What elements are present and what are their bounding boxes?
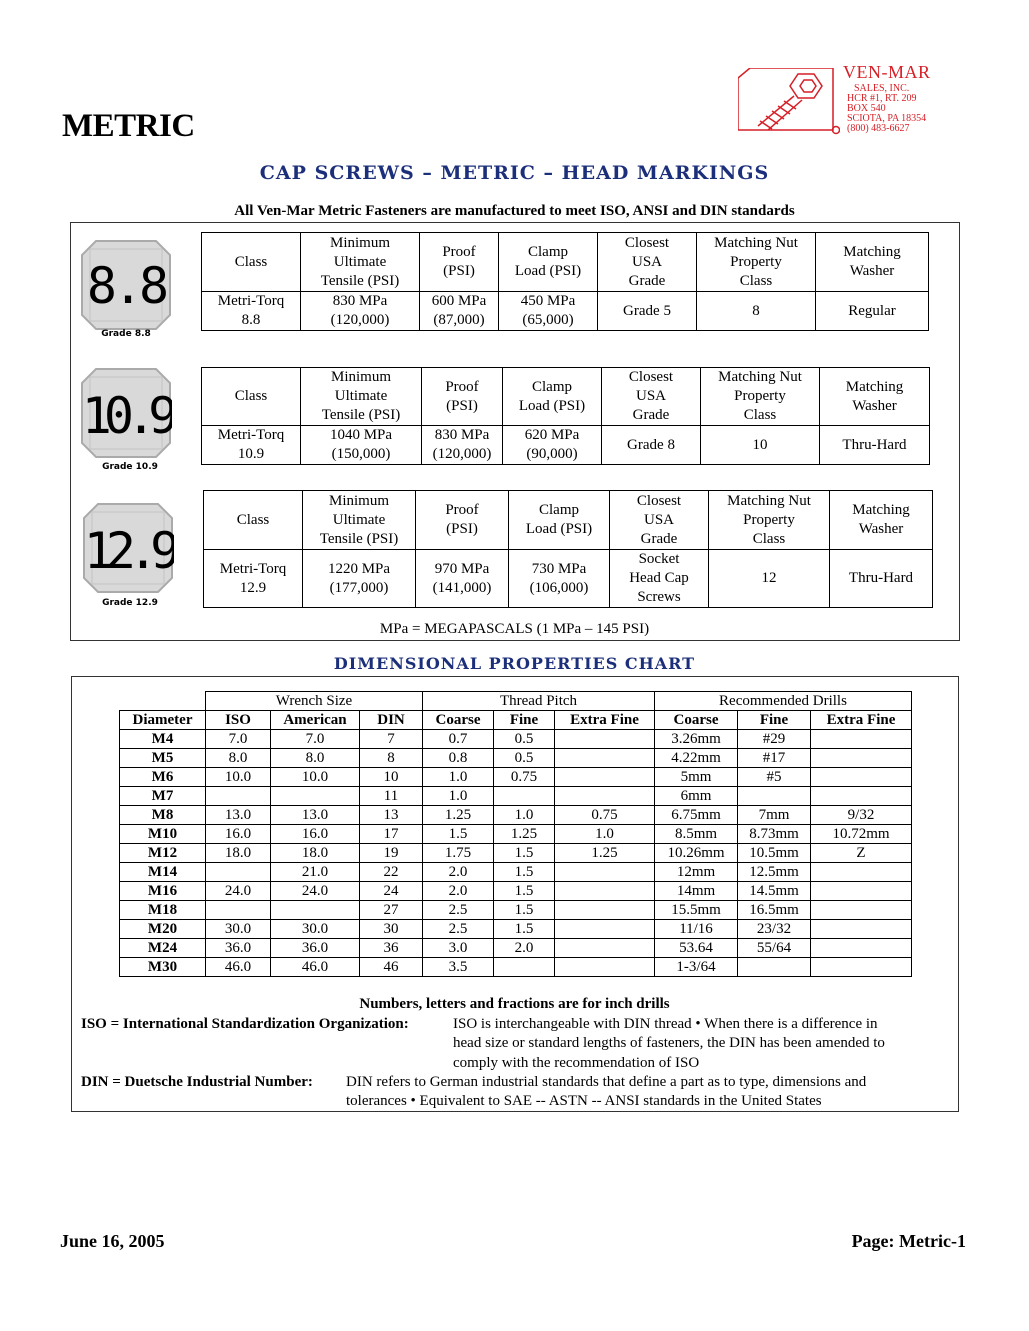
table-cell — [555, 920, 655, 939]
cell-tensile: 1220 MPa (177,000) — [303, 550, 416, 608]
table-cell: 1-3/64 — [655, 958, 738, 977]
table-cell: 18.0 — [271, 844, 360, 863]
table-row — [120, 901, 912, 920]
cell-clamp: 620 MPa (90,000) — [503, 426, 602, 465]
table-cell: 16.5mm — [738, 901, 811, 920]
table-cell: 10.26mm — [655, 844, 738, 863]
table-cell: 23/32 — [738, 920, 811, 939]
cell-proof: 600 MPa (87,000) — [420, 292, 499, 331]
drill-note: Numbers, letters and fractions are for inch drills — [359, 996, 670, 1012]
table-cell: 24.0 — [206, 882, 271, 901]
din-term: DIN = Duetsche Industrial Number: — [81, 1074, 313, 1090]
table-cell: 1.0 — [494, 806, 555, 825]
logo-line: (800) 483-6627 — [847, 123, 910, 134]
group-wrench-size: Wrench Size — [206, 692, 423, 711]
table-cell: 30.0 — [271, 920, 360, 939]
cell-diameter: M24 — [120, 939, 206, 958]
table-cell: 16.0 — [271, 825, 360, 844]
table-cell — [555, 787, 655, 806]
col-extra-fine-drill: Extra Fine — [811, 711, 912, 730]
cell-diameter: M6 — [120, 768, 206, 787]
table-cell: 0.75 — [494, 768, 555, 787]
grade-10-9-head-icon — [80, 367, 172, 459]
header-proof: Proof (PSI) — [420, 233, 499, 292]
table-cell: 14.5mm — [738, 882, 811, 901]
table-cell — [811, 901, 912, 920]
header-clamp: Clamp Load (PSI) — [499, 233, 598, 292]
cell-diameter: M5 — [120, 749, 206, 768]
group-thread-pitch: Thread Pitch — [423, 692, 655, 711]
table-cell — [811, 749, 912, 768]
header-class: Class — [202, 233, 301, 292]
cell-clamp: 730 MPa (106,000) — [509, 550, 610, 608]
logo-line: BOX 540 — [847, 103, 886, 114]
grade-10-9-table — [201, 367, 930, 465]
table-cell: 7 — [360, 730, 423, 749]
col-fine-pitch: Fine — [494, 711, 555, 730]
table-cell — [555, 939, 655, 958]
table-cell — [494, 958, 555, 977]
table-cell — [555, 863, 655, 882]
table-cell — [555, 749, 655, 768]
cell-nut-class: 12 — [709, 550, 830, 608]
header-washer: Matching Washer — [830, 491, 933, 550]
cell-diameter: M16 — [120, 882, 206, 901]
grade-8-8-head-icon — [80, 239, 172, 331]
cell-washer: Thru-Hard — [830, 550, 933, 608]
din-line: DIN refers to German industrial standards that define a part as to type, dimensions and — [346, 1074, 867, 1090]
cell-diameter: M10 — [120, 825, 206, 844]
header-proof: Proof (PSI) — [416, 491, 509, 550]
col-coarse-drill: Coarse — [655, 711, 738, 730]
table-cell: 6.75mm — [655, 806, 738, 825]
table-cell — [555, 901, 655, 920]
table-row — [120, 825, 912, 844]
table-cell — [811, 958, 912, 977]
table-row — [120, 730, 912, 749]
header-clamp: Clamp Load (PSI) — [503, 368, 602, 426]
table-cell: 2.5 — [423, 901, 494, 920]
table-cell: 0.8 — [423, 749, 494, 768]
table-cell: 1.5 — [494, 844, 555, 863]
header-washer: Matching Washer — [816, 233, 929, 292]
table-row — [120, 958, 912, 977]
table-cell: 2.0 — [494, 939, 555, 958]
table-cell: 2.0 — [423, 882, 494, 901]
table-cell: 8.0 — [206, 749, 271, 768]
table-cell: Z — [811, 844, 912, 863]
table-cell: 4.22mm — [655, 749, 738, 768]
table-cell — [738, 787, 811, 806]
table-cell: 1.0 — [423, 787, 494, 806]
table-cell: 10 — [360, 768, 423, 787]
table-cell: 55/64 — [738, 939, 811, 958]
logo-line: SALES, INC. — [854, 83, 910, 94]
table-cell: 7mm — [738, 806, 811, 825]
cell-class: Metri-Torq 10.9 — [202, 426, 301, 465]
cell-diameter: M30 — [120, 958, 206, 977]
table-cell: 13.0 — [271, 806, 360, 825]
table-cell: 46.0 — [206, 958, 271, 977]
iso-line: ISO is interchangeable with DIN thread • When there is a difference in — [453, 1016, 878, 1032]
table-cell: 0.5 — [494, 730, 555, 749]
cell-nut-class: 8 — [697, 292, 816, 331]
table-cell — [811, 863, 912, 882]
col-coarse-pitch: Coarse — [423, 711, 494, 730]
header-clamp: Clamp Load (PSI) — [509, 491, 610, 550]
table-cell — [494, 787, 555, 806]
footer-page-number: Page: Metric-1 — [851, 1231, 966, 1251]
header-nut-class: Matching Nut Property Class — [697, 233, 816, 292]
table-cell: 13.0 — [206, 806, 271, 825]
header-proof: Proof (PSI) — [422, 368, 503, 426]
cell-tensile: 830 MPa (120,000) — [301, 292, 420, 331]
blank-corner — [120, 692, 206, 711]
table-cell — [811, 768, 912, 787]
header-usa-grade: Closest USA Grade — [610, 491, 709, 550]
table-cell: 6mm — [655, 787, 738, 806]
table-cell: #5 — [738, 768, 811, 787]
table-row — [120, 920, 912, 939]
col-extra-fine-pitch: Extra Fine — [555, 711, 655, 730]
table-cell: #17 — [738, 749, 811, 768]
table-cell — [206, 901, 271, 920]
cell-nut-class: 10 — [701, 426, 820, 465]
cell-diameter: M8 — [120, 806, 206, 825]
col-fine-drill: Fine — [738, 711, 811, 730]
grade-12-9-head-icon — [82, 502, 174, 594]
group-recommended-drills: Recommended Drills — [655, 692, 912, 711]
table-cell: 30 — [360, 920, 423, 939]
bolt-logo-icon — [738, 68, 840, 138]
table-cell: 10.0 — [206, 768, 271, 787]
table-cell: 46.0 — [271, 958, 360, 977]
cell-diameter: M12 — [120, 844, 206, 863]
cell-class: Metri-Torq 12.9 — [204, 550, 303, 608]
grade-12-9-table — [203, 490, 933, 608]
header-washer: Matching Washer — [820, 368, 930, 426]
table-cell: 3.5 — [423, 958, 494, 977]
table-cell: 2.5 — [423, 920, 494, 939]
table-cell: 8.5mm — [655, 825, 738, 844]
table-cell — [271, 901, 360, 920]
table-cell — [811, 787, 912, 806]
table-cell: 22 — [360, 863, 423, 882]
cell-class: Metri-Torq 8.8 — [202, 292, 301, 331]
table-cell — [555, 730, 655, 749]
table-cell: 1.0 — [423, 768, 494, 787]
cell-diameter: M18 — [120, 901, 206, 920]
table-cell — [738, 958, 811, 977]
table-cell: 10.5mm — [738, 844, 811, 863]
cell-proof: 830 MPa (120,000) — [422, 426, 503, 465]
header-tensile: Minimum Ultimate Tensile (PSI) — [303, 491, 416, 550]
table-row — [120, 863, 912, 882]
header-nut-class: Matching Nut Property Class — [701, 368, 820, 426]
table-cell: 1.5 — [423, 825, 494, 844]
table-cell — [811, 939, 912, 958]
table-cell: 1.5 — [494, 863, 555, 882]
table-cell — [811, 882, 912, 901]
table-cell: 8.0 — [271, 749, 360, 768]
cell-diameter: M7 — [120, 787, 206, 806]
table-cell: 17 — [360, 825, 423, 844]
table-cell: 1.5 — [494, 920, 555, 939]
table-cell: 11 — [360, 787, 423, 806]
cell-usa-grade: Socket Head Cap Screws — [610, 550, 709, 608]
table-row — [120, 844, 912, 863]
logo-line: HCR #1, RT. 209 — [847, 93, 917, 104]
table-cell — [811, 730, 912, 749]
table-cell: 10.0 — [271, 768, 360, 787]
header-tensile: Minimum Ultimate Tensile (PSI) — [301, 368, 422, 426]
cell-tensile: 1040 MPa (150,000) — [301, 426, 422, 465]
footer-date: June 16, 2005 — [60, 1231, 165, 1251]
table-cell: 24 — [360, 882, 423, 901]
table-cell: 12mm — [655, 863, 738, 882]
table-cell — [206, 787, 271, 806]
table-cell: 3.26mm — [655, 730, 738, 749]
iso-line: comply with the recommendation of ISO — [453, 1055, 700, 1071]
table-cell: 27 — [360, 901, 423, 920]
table-cell: 0.75 — [555, 806, 655, 825]
grade-caption: Grade 12.9 — [102, 598, 158, 608]
grade-caption: Grade 10.9 — [102, 462, 158, 472]
table-cell: 53.64 — [655, 939, 738, 958]
table-cell: 1.25 — [555, 844, 655, 863]
table-cell: 9/32 — [811, 806, 912, 825]
cell-washer: Thru-Hard — [820, 426, 930, 465]
table-cell — [206, 863, 271, 882]
standards-note: All Ven-Mar Metric Fasteners are manufactured to meet ISO, ANSI and DIN standards — [234, 203, 795, 219]
table-cell: 1.0 — [555, 825, 655, 844]
header-tensile: Minimum Ultimate Tensile (PSI) — [301, 233, 420, 292]
table-row — [120, 939, 912, 958]
dimensional-properties-table — [119, 691, 912, 977]
venmar-logo — [738, 62, 958, 138]
iso-term: ISO = International Standardization Organization: — [81, 1016, 409, 1032]
table-cell: 30.0 — [206, 920, 271, 939]
table-cell: 36.0 — [271, 939, 360, 958]
table-cell: 5mm — [655, 768, 738, 787]
table-cell: 10.72mm — [811, 825, 912, 844]
table-cell: 3.0 — [423, 939, 494, 958]
table-cell: #29 — [738, 730, 811, 749]
table-cell: 13 — [360, 806, 423, 825]
section-heading-dimensional: DIMENSIONAL PROPERTIES CHART — [333, 654, 696, 673]
badge-number: 10.9 — [81, 387, 171, 445]
badge-number: 12.9 — [83, 522, 173, 580]
table-cell: 36.0 — [206, 939, 271, 958]
col-diameter: Diameter — [120, 711, 206, 730]
table-cell: 1.5 — [494, 901, 555, 920]
logo-line: SCIOTA, PA 18354 — [847, 113, 927, 124]
table-cell: 14mm — [655, 882, 738, 901]
header-nut-class: Matching Nut Property Class — [709, 491, 830, 550]
table-cell: 21.0 — [271, 863, 360, 882]
header-class: Class — [202, 368, 301, 426]
table-cell: 1.5 — [494, 882, 555, 901]
table-cell: 36 — [360, 939, 423, 958]
table-row — [120, 806, 912, 825]
iso-line: head size or standard lengths of fasteners, the DIN has been amended to — [453, 1035, 885, 1051]
cell-usa-grade: Grade 5 — [598, 292, 697, 331]
table-cell: 8.73mm — [738, 825, 811, 844]
col-american: American — [271, 711, 360, 730]
table-cell — [555, 768, 655, 787]
section-heading-head-markings: CAP SCREWS – METRIC – HEAD MARKINGS — [259, 162, 770, 184]
badge-number: 8.8 — [86, 257, 166, 315]
cell-proof: 970 MPa (141,000) — [416, 550, 509, 608]
cell-diameter: M14 — [120, 863, 206, 882]
cell-usa-grade: Grade 8 — [602, 426, 701, 465]
header-usa-grade: Closest USA Grade — [598, 233, 697, 292]
table-cell: 7.0 — [206, 730, 271, 749]
grade-caption: Grade 8.8 — [101, 329, 151, 339]
table-cell — [555, 882, 655, 901]
table-row — [120, 768, 912, 787]
din-line: tolerances • Equivalent to SAE -- ASTN -- ANSI standards in the United States — [346, 1093, 822, 1109]
grade-8-8-table — [201, 232, 929, 331]
table-cell — [271, 787, 360, 806]
header-usa-grade: Closest USA Grade — [602, 368, 701, 426]
table-cell: 11/16 — [655, 920, 738, 939]
mpa-note: MPa = MEGAPASCALS (1 MPa – 145 PSI) — [379, 621, 650, 637]
table-cell: 1.25 — [423, 806, 494, 825]
cell-clamp: 450 MPa (65,000) — [499, 292, 598, 331]
table-cell: 8 — [360, 749, 423, 768]
table-row — [120, 882, 912, 901]
header-class: Class — [204, 491, 303, 550]
col-din: DIN — [360, 711, 423, 730]
table-row — [120, 787, 912, 806]
cell-diameter: M20 — [120, 920, 206, 939]
table-cell: 0.7 — [423, 730, 494, 749]
table-cell — [555, 958, 655, 977]
cell-washer: Regular — [816, 292, 929, 331]
table-cell: 16.0 — [206, 825, 271, 844]
table-cell: 2.0 — [423, 863, 494, 882]
table-cell — [811, 920, 912, 939]
page-title: METRIC — [62, 108, 195, 144]
table-cell: 19 — [360, 844, 423, 863]
col-iso: ISO — [206, 711, 271, 730]
table-cell: 0.5 — [494, 749, 555, 768]
table-cell: 1.75 — [423, 844, 494, 863]
logo-brand-name: VEN-MAR — [843, 62, 931, 82]
cell-diameter: M4 — [120, 730, 206, 749]
table-cell: 24.0 — [271, 882, 360, 901]
table-cell: 46 — [360, 958, 423, 977]
table-cell: 15.5mm — [655, 901, 738, 920]
table-row — [120, 749, 912, 768]
table-cell: 1.25 — [494, 825, 555, 844]
table-cell: 7.0 — [271, 730, 360, 749]
table-cell: 12.5mm — [738, 863, 811, 882]
table-cell: 18.0 — [206, 844, 271, 863]
dimensional-rows — [120, 730, 912, 977]
